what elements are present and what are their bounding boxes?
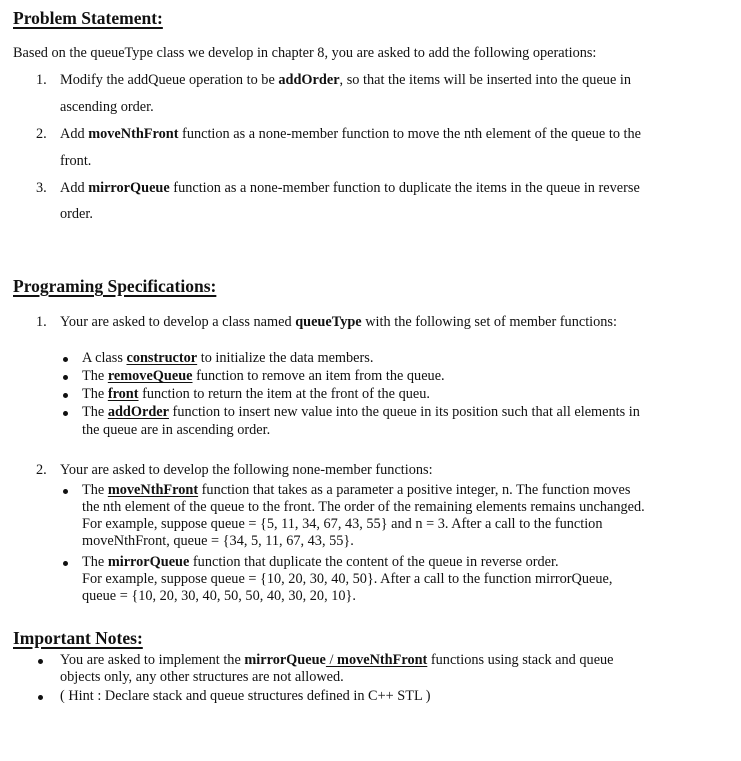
bullet-text-line3: queue = {10, 20, 30, 40, 50, 50, 40, 30, 20, 10}.	[82, 588, 356, 604]
bullet-text	[82, 482, 630, 499]
bullet-dot	[63, 561, 68, 566]
function-name: moveNthFront	[337, 652, 428, 668]
item-text	[60, 180, 640, 197]
item-text: Your are asked to develop the following none-member functions:	[60, 462, 433, 478]
text-segment: , so that the items will be inserted into the queue in	[339, 72, 631, 88]
text-segment: A class	[82, 350, 127, 366]
text-segment: to initialize the data members.	[197, 350, 374, 366]
bullet-dot	[38, 695, 43, 700]
text-segment: The	[82, 404, 108, 420]
important-notes-heading: Important Notes:	[13, 628, 143, 648]
function-name: addOrder	[278, 72, 340, 88]
text-segment: function to return the item at the front of the queu.	[138, 386, 430, 402]
bullet-text-line2: For example, suppose queue = {10, 20, 30, 40, 50}. After a call to the function mirrorQueue,	[82, 571, 613, 587]
text-segment: Your are asked to develop a class named	[60, 314, 296, 330]
function-name: mirrorQueue	[88, 180, 170, 196]
bullet-text	[82, 386, 430, 403]
problem-statement-heading: Problem Statement:	[13, 8, 163, 28]
item-number: 2.	[36, 462, 47, 478]
text-segment: /	[325, 652, 338, 668]
bullet-text-line2: the nth element of the queue to the front. The order of the remaining elements remains unchanged.	[82, 499, 645, 515]
keyword: addOrder	[107, 404, 169, 420]
text-segment: function to insert new value into the queue in its position such that all elements in	[168, 404, 640, 420]
note-text-line2: objects only, any other structures are not allowed.	[60, 669, 344, 685]
text-segment: The	[82, 482, 108, 498]
note-text: ( Hint : Declare stack and queue structures defined in C++ STL )	[60, 688, 431, 704]
bullet-dot	[63, 489, 68, 494]
bullet-text	[82, 350, 373, 367]
bullet-dot	[63, 411, 68, 416]
note-text	[60, 652, 614, 669]
bullet-text-line3: For example, suppose queue = {5, 11, 34, 67, 43, 55} and n = 3. After a call to the function	[82, 516, 603, 532]
keyword: constructor	[126, 350, 198, 366]
text-segment: Add	[60, 180, 89, 196]
class-name: queueType	[295, 314, 362, 330]
text-segment: function as a none-member function to duplicate the items in the queue in reverse	[169, 180, 640, 196]
text-segment: function as a none-member function to move the nth element of the queue to the	[178, 126, 642, 142]
text-segment: function that takes as a parameter a positive integer, n. The function moves	[198, 482, 631, 498]
text-segment: functions using stack and queue	[427, 652, 614, 668]
bullet-text-line4: moveNthFront, queue = {34, 5, 11, 67, 43, 55}.	[82, 533, 354, 549]
function-name: mirrorQueue	[244, 652, 326, 668]
bullet-dot	[63, 375, 68, 380]
programming-specifications-heading: Programing Specifications:	[13, 276, 217, 296]
function-name: moveNthFront	[88, 126, 179, 142]
text-segment: function to remove an item from the queue.	[192, 368, 445, 384]
text-segment: with the following set of member functions:	[361, 314, 617, 330]
text-segment: You are asked to implement the	[60, 652, 245, 668]
item-text	[60, 314, 617, 331]
text-segment: The	[82, 386, 108, 402]
item-number: 2.	[36, 126, 47, 142]
bullet-dot	[38, 659, 43, 664]
item-text-line2: front.	[60, 153, 92, 169]
item-text	[60, 126, 641, 143]
item-text-line2: ascending order.	[60, 99, 154, 115]
keyword: mirrorQueue	[107, 554, 190, 570]
item-number: 1.	[36, 314, 47, 330]
keyword: front	[107, 386, 139, 402]
bullet-text	[82, 368, 445, 385]
bullet-dot	[63, 393, 68, 398]
item-number: 1.	[36, 72, 47, 88]
bullet-text-line2: the queue are in ascending order.	[82, 422, 271, 438]
keyword: removeQueue	[107, 368, 193, 384]
bullet-text	[82, 404, 640, 421]
bullet-dot	[63, 357, 68, 362]
text-segment: Modify the addQueue operation to be	[60, 72, 279, 88]
text-segment: The	[82, 554, 108, 570]
keyword: moveNthFront	[107, 482, 199, 498]
text-segment: The	[82, 368, 108, 384]
item-number: 3.	[36, 180, 47, 196]
problem-intro: Based on the queueType class we develop in chapter 8, you are asked to add the following operations:	[13, 45, 597, 61]
text-segment: function that duplicate the content of the queue in reverse order.	[189, 554, 559, 570]
bullet-text	[82, 554, 559, 571]
item-text-line2: order.	[60, 206, 93, 222]
item-text	[60, 72, 631, 89]
text-segment: Add	[60, 126, 89, 142]
